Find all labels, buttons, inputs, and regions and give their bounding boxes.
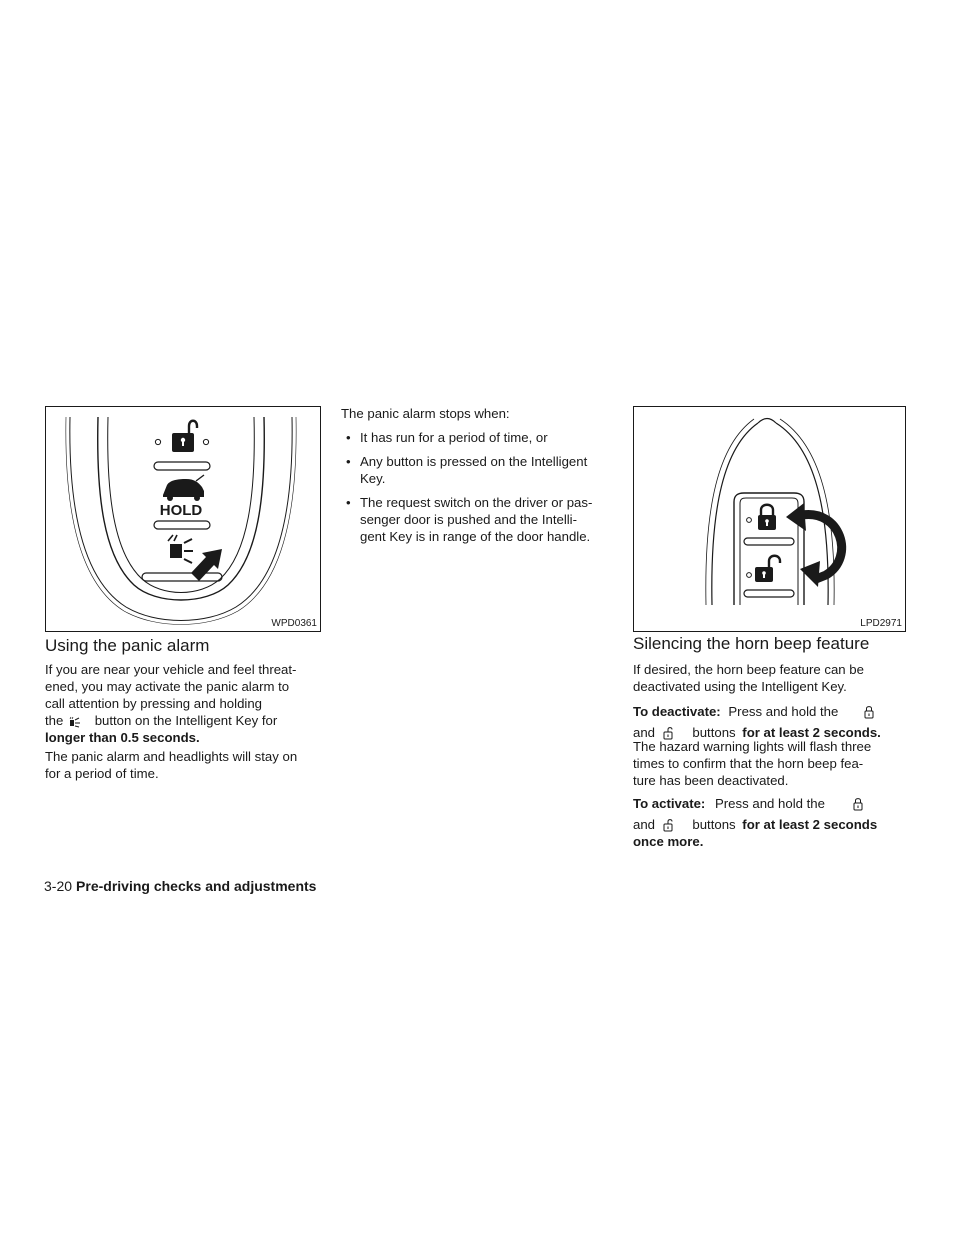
unlock-icon: [172, 421, 197, 452]
key-fob-illustration: [634, 407, 905, 631]
deactivate-instruction: To deactivate: Press and hold the and buttons for at least 2 seconds.: [633, 704, 881, 740]
unlock-icon: [755, 556, 780, 582]
horn-beep-intro: If desired, the horn beep feature can be deactivated using the Intelligent Key.: [633, 662, 864, 694]
lock-icon: [758, 505, 776, 530]
page-footer: [44, 877, 316, 895]
panic-stop-intro: The panic alarm stops when:: [341, 406, 510, 421]
heading-horn-beep: Silencing the horn beep feature: [633, 634, 870, 653]
rotate-arrow-icon: [786, 503, 842, 587]
trunk-icon: [163, 475, 204, 501]
figure-code: WPD0361: [271, 618, 317, 629]
figure-horn-beep-key: [633, 406, 906, 632]
lock-icon: [853, 797, 863, 811]
heading-panic-alarm: Using the panic alarm: [45, 636, 210, 655]
page-number: 3-20: [44, 878, 73, 894]
activate-instruction: To activate: Press and hold the and buttons for at least 2 seconds once more.: [633, 796, 878, 849]
press-arrow-icon: [191, 549, 222, 581]
hold-label: HOLD: [159, 502, 203, 519]
key-fob-illustration: [46, 407, 320, 631]
panic-horn-icon: [69, 716, 83, 728]
unlock-icon: [663, 818, 673, 832]
figure-code: LPD2971: [860, 618, 902, 629]
hazard-confirm-paragraph: The hazard warning lights will flash three times to confirm that the horn beep fea- ture has been deactivated.: [633, 739, 872, 788]
section-title: Pre-driving checks and adjustments: [76, 878, 317, 894]
figure-panic-alarm-key: [45, 406, 321, 632]
panic-horn-icon: [168, 535, 193, 563]
lock-icon: [864, 705, 874, 719]
panic-alarm-paragraph: If you are near your vehicle and feel threat- ened, you may activate the panic alarm to call attention by pressing and holding the button on the Intelligent Key for longer than 0.5 seconds. The panic alarm and headlights will stay on for a period of time.: [45, 662, 298, 781]
